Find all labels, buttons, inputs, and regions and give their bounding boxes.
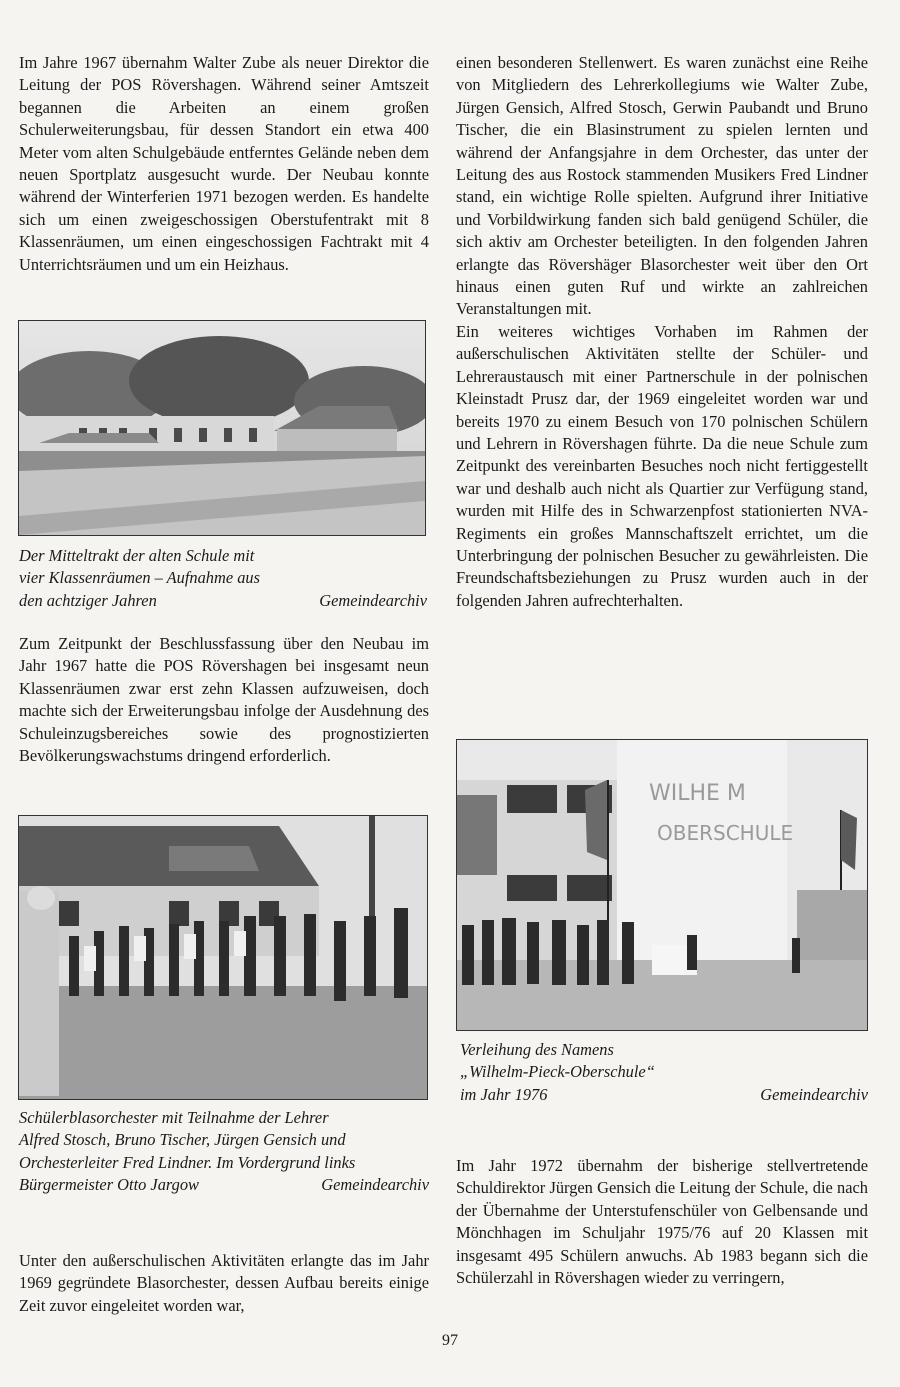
photo-credit: Gemeindearchiv: [321, 1175, 429, 1195]
caption-line: Alfred Stosch, Bruno Tischer, Jürgen Gensich und: [19, 1130, 346, 1150]
caption-line: Bürgermeister Otto Jargow: [19, 1175, 199, 1195]
photo-credit: Gemeindearchiv: [319, 590, 427, 610]
paragraph-exchange-prusz: Ein weiteres wichtiges Vorhaben im Rahmen der außerschulischen Aktivitäten stellte der Schüler- und Lehreraustausch mit einer Partnerschule in der polnischen Kleinstadt Prusz dar, der 1969 eingeleitet worden war und bereits 1970 zu einem Besuch von 170 polnischen Schülern und Lehrern in Rövershagen führte. Da die neue Schule zum Zeitpunkt des vereinbarten Besuches noch nicht fertiggestellt war und deshalb auch nicht als Quartier zur Verfügung stand, wurden mit Hilfe des in Schwarzenpfost stationierten NVA-Regiments ein großes Mannschaftszelt errichtet, um die Unterbringung der polnischen Besucher zu gewährleisten. Die Freundschaftsbeziehungen zu Prusz wurden auch in der folgenden Jahren aufrechterhalten.: [456, 321, 868, 610]
caption-old-school: [19, 545, 427, 612]
left-column: [19, 52, 429, 276]
caption-line: Der Mitteltrakt der alten Schule mit: [19, 546, 255, 565]
caption-line: den achtziger Jahren: [19, 590, 157, 610]
caption-line: Verleihung des Namens: [460, 1040, 614, 1059]
paragraph-orchestra-members: einen besonderen Stellenwert. Es waren zunächst eine Reihe von Mitgliedern des Lehrerkollegiums wie Walter Zube, Jürgen Gensich, Alfred Stosch, Gerwin Paubandt und Bruno Tischer, die ein Blasinstrument zu spielen lernten und während der Anfangsjahre in dem Orchester, das unter der Leitung des aus Rostock stammenden Musikers Fred Lindner stand, ein wichtige Rolle spielten. Aufgrund ihrer Initiative und Vorbildwirkung fanden sich bald genügend Schüler, die sich aktiv am Orchester beteiligten. In den folgenden Jahren erlangte das Rövershäger Blasorchester weit über den Ort hinaus einen guten Ruf und wirkte an zahlreichen Veranstaltungen mit.: [456, 53, 868, 319]
right-column: [456, 52, 868, 612]
left-column-bottom: [19, 1250, 429, 1317]
page-number: 97: [442, 1332, 458, 1349]
right-column-bottom: [456, 1155, 868, 1289]
caption-line: vier Klassenräumen – Aufnahme aus: [19, 568, 260, 588]
caption-line: Orchesterleiter Fred Lindner. Im Vordergrund links: [19, 1152, 356, 1172]
paragraph-wind-orchestra: Unter den außerschulischen Aktivitäten erlangte das im Jahr 1969 gegründete Blasorchester, dessen Aufbau bereits einige Zeit zuvor eingeleitet worden war,: [19, 1251, 429, 1315]
paragraph-gensich: Im Jahr 1972 übernahm der bisherige stellvertretende Schuldirektor Jürgen Gensich die Leitung der Schule, die nach der Übernahme der Unterstufenschüler von Gelbensande und Mönchhagen im Schuljahr 1975/76 auf 20 Klassen mit insgesamt 495 Schülern anwuchs. Ab 1983 begann sich die Schülerzahl in Rövershagen wieder zu verringern,: [456, 1156, 868, 1288]
building-sign-bottom: OBERSCHULE: [657, 821, 794, 845]
photo-old-school: [18, 320, 426, 536]
building-sign-top: WILHE M: [649, 781, 746, 806]
caption-wind-orchestra: [19, 1107, 429, 1197]
photo-naming-ceremony: [456, 739, 868, 1031]
caption-naming-ceremony: [460, 1039, 868, 1106]
caption-line: Schülerblasorchester mit Teilnahme der Lehrer: [19, 1108, 329, 1127]
paragraph-new-director: Im Jahre 1967 übernahm Walter Zube als neuer Direktor die Leitung der POS Rövershagen. Während seiner Amtszeit begannen die Arbeiten an einem großen Schulerweiterungsbau, für dessen Standort ein etwa 400 Meter vom alten Schulgebäude entferntes Gelände neben dem neuen Sportplatz ausgesucht wurde. Der Neubau konnte während der Winterferien 1971 bezogen werden. Es handelte sich um einen zweigeschossigen Oberstufentrakt mit 8 Klassenräumen, um einen eingeschossigen Fachtrakt mit 4 Unterrichtsräumen und um ein Heizhaus.: [19, 53, 429, 274]
photo-wind-orchestra: [18, 815, 428, 1100]
caption-line: im Jahr 1976: [460, 1084, 548, 1104]
photo-credit: Gemeindearchiv: [760, 1084, 868, 1104]
paragraph-decision: Zum Zeitpunkt der Beschlussfassung über den Neubau im Jahr 1967 hatte die POS Rövershagen bei insgesamt neun Klassenräumen zwar erst zehn Klassen aufzuweisen, doch machte sich der Erweiterungsbau infolge der Ausdehnung des Schuleinzugsbereiches sowie des prognostizierten Bevölkerungswachstums dringend erforderlich.: [19, 634, 429, 766]
caption-line: „Wilhelm-Pieck-Oberschule“: [460, 1062, 655, 1082]
left-column-middle: [19, 633, 429, 767]
